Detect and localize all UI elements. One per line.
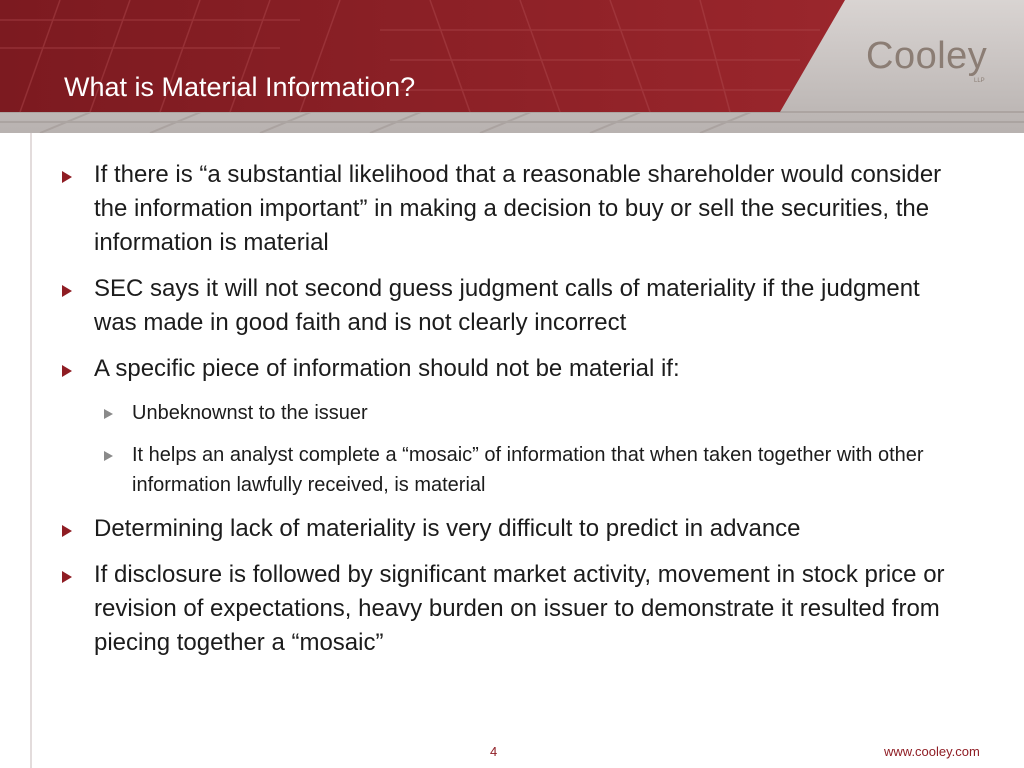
sub-bullet-text: It helps an analyst complete a “mosaic” of information that when taken together with other information lawfully received, is material bbox=[132, 444, 924, 496]
sub-bullet-item bbox=[104, 398, 934, 428]
sub-bullet-text: Unbeknownst to the issuer bbox=[132, 402, 368, 424]
left-accent-rule bbox=[30, 133, 32, 768]
cooley-logo bbox=[866, 34, 996, 88]
bullet-item bbox=[62, 558, 962, 660]
bullet-item bbox=[62, 512, 962, 546]
bullet-list bbox=[62, 158, 962, 672]
header-banner bbox=[0, 0, 1024, 133]
footer-url-link[interactable]: www.cooley.com bbox=[884, 744, 980, 759]
triangle-bullet-icon bbox=[62, 571, 72, 583]
logo-text: Cooley bbox=[866, 35, 988, 77]
bullet-item bbox=[62, 272, 962, 340]
triangle-bullet-icon bbox=[62, 285, 72, 297]
triangle-sub-bullet-icon bbox=[104, 409, 113, 419]
logo-suffix: LLP bbox=[974, 78, 985, 84]
bullet-text: A specific piece of information should not be material if: bbox=[94, 355, 680, 382]
bullet-text: If disclosure is followed by significant market activity, movement in stock price or revision of expectations, heavy burden on issuer to demonstrate it resulted from piecing together a “mosaic” bbox=[94, 561, 945, 656]
triangle-sub-bullet-icon bbox=[104, 451, 113, 461]
triangle-bullet-icon bbox=[62, 525, 72, 537]
bullet-text: SEC says it will not second guess judgment calls of materiality if the judgment was made in good faith and is not clearly incorrect bbox=[94, 275, 920, 336]
bullet-item bbox=[62, 352, 962, 386]
bullet-item bbox=[62, 158, 962, 260]
bullet-text: Determining lack of materiality is very difficult to predict in advance bbox=[94, 515, 801, 542]
bullet-text: If there is “a substantial likelihood that a reasonable shareholder would consider the information important” in making a decision to buy or sell the securities, the information is material bbox=[94, 161, 942, 256]
slide-title: What is Material Information? bbox=[64, 72, 416, 102]
triangle-bullet-icon bbox=[62, 365, 72, 377]
page-number: 4 bbox=[490, 744, 498, 759]
sub-bullet-item bbox=[104, 440, 934, 500]
triangle-bullet-icon bbox=[62, 171, 72, 183]
